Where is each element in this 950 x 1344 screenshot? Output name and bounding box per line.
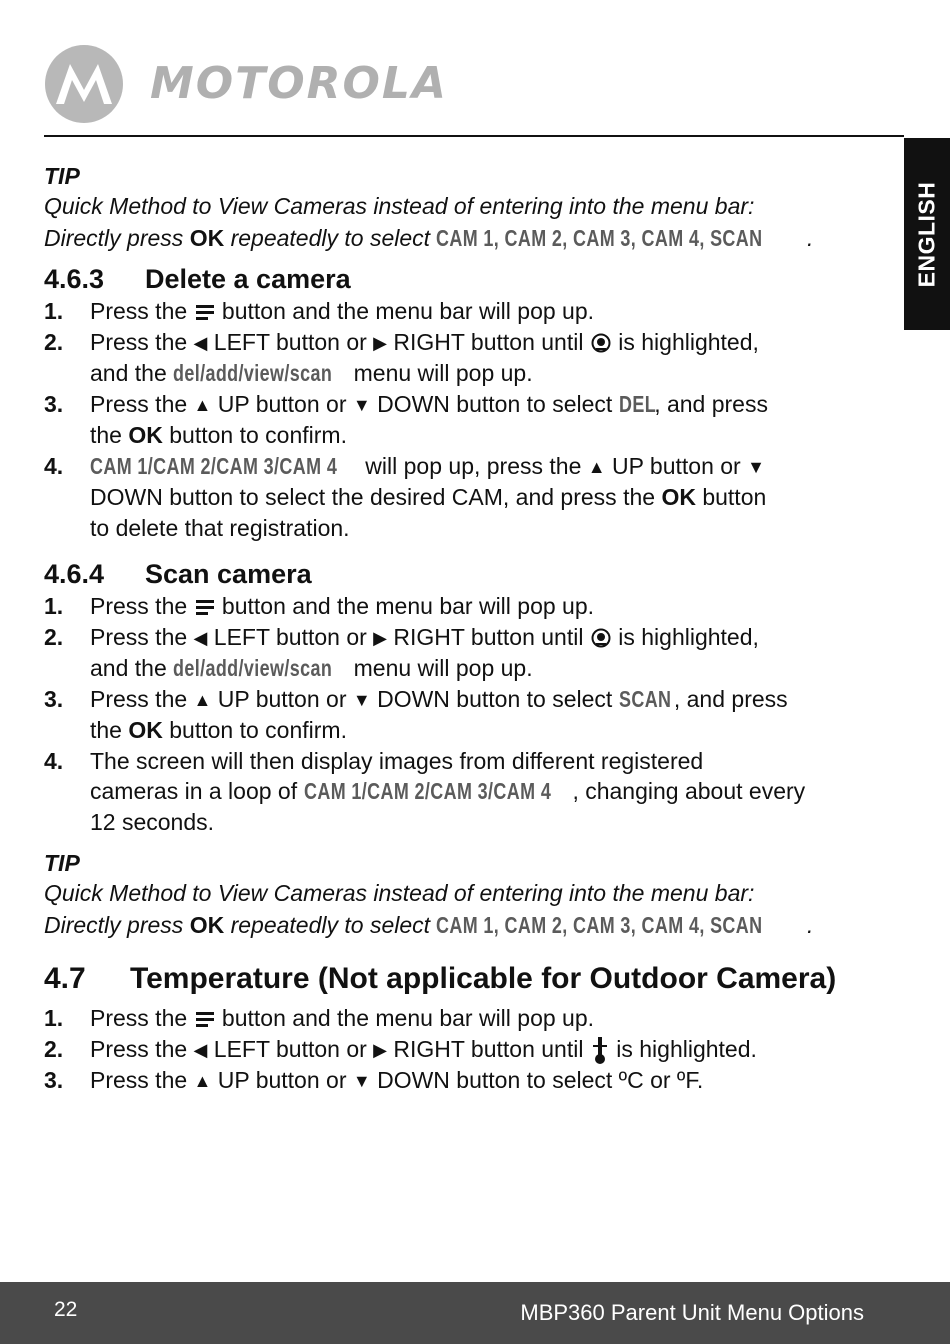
display-text: CAM 1, CAM 2, CAM 3, CAM 4, SCAN — [436, 225, 763, 251]
right-arrow-icon: ▶ — [373, 332, 388, 353]
page-footer — [0, 1282, 950, 1344]
up-arrow-icon: ▲ — [193, 1071, 212, 1092]
up-arrow-icon: ▲ — [193, 394, 212, 415]
down-arrow-icon: ▼ — [352, 689, 371, 710]
tip-line: Quick Method to View Cameras instead of entering into the menu bar: — [44, 193, 755, 219]
ok-label: OK — [128, 717, 163, 743]
ok-label: OK — [128, 422, 163, 448]
tip-line: Directly press OK repeatedly to select CAM 1, CAM 2, CAM 3, CAM 4, SCAN . — [44, 222, 894, 254]
language-tab — [904, 138, 950, 330]
display-text: SCAN — [618, 685, 672, 712]
steps-list — [44, 296, 894, 543]
list-item: 3. Press the ▲ UP button or ▼ DOWN button to select ºC or ºF. — [44, 1067, 704, 1094]
list-item: 4. The screen will then display images from different registered cameras in a loop of CAM 1/CAM 2/CAM 3/CAM 4 , changing about every 12 seconds. — [44, 747, 806, 835]
page-number: 22 — [54, 1298, 78, 1321]
section-heading: 4.7 Temperature (Not applicable for Outdoor Camera) — [44, 962, 837, 995]
display-text: CAM 1/CAM 2/CAM 3/CAM 4 — [90, 452, 338, 479]
header-divider — [44, 135, 904, 137]
brand-wordmark: MOTOROLA — [150, 58, 448, 109]
display-text: CAM 1/CAM 2/CAM 3/CAM 4 — [303, 778, 551, 804]
ok-label: OK — [189, 225, 225, 251]
thermometer-icon — [590, 1035, 610, 1065]
up-arrow-icon: ▲ — [193, 689, 212, 710]
menu-icon — [194, 303, 216, 323]
display-text: del/add/view/scan — [173, 655, 333, 681]
steps-list — [44, 1003, 894, 1097]
ok-label: OK — [661, 484, 696, 510]
list-item: 1. Press the button and the menu bar will pop up. — [44, 1005, 595, 1031]
list-item: 1. Press the button and the menu bar will pop up. — [44, 593, 595, 619]
list-item: 2. Press the ◀ LEFT button or ▶ RIGHT button until is highlighted, and the del/add/view/scan menu will pop up. — [44, 622, 894, 684]
tip-title: TIP — [44, 850, 80, 876]
left-arrow-icon: ◀ — [193, 1039, 208, 1060]
tip-box — [44, 162, 894, 254]
camera-settings-icon — [590, 332, 612, 354]
motorola-batwing-logo-icon — [44, 44, 124, 124]
display-text: CAM 1, CAM 2, CAM 3, CAM 4, SCAN — [436, 912, 763, 938]
menu-icon — [194, 1010, 216, 1030]
list-item: 2. Press the ◀ LEFT button or ▶ RIGHT button until is highlighted. — [44, 1034, 894, 1066]
right-arrow-icon: ▶ — [373, 627, 388, 648]
tip-box — [44, 849, 894, 941]
tip-line: Quick Method to View Cameras instead of entering into the menu bar: — [44, 880, 755, 906]
list-item: 1. Press the button and the menu bar will pop up. — [44, 298, 595, 324]
header — [44, 44, 484, 128]
list-item: 3. Press the ▲ UP button or ▼ DOWN button to select DEL, and press the OK button to confirm. — [44, 390, 768, 448]
steps-list — [44, 591, 894, 837]
list-item: 4. CAM 1/CAM 2/CAM 3/CAM 4 will pop up, press the ▲ UP button or ▼ DOWN button to select the desired CAM, and press the OK button to delete that registration. — [44, 452, 767, 541]
ok-label: OK — [189, 912, 225, 938]
footer-title: MBP360 Parent Unit Menu Options — [520, 1300, 864, 1325]
left-arrow-icon: ◀ — [193, 332, 208, 353]
down-arrow-icon: ▼ — [352, 394, 371, 415]
down-arrow-icon: ▼ — [352, 1071, 371, 1092]
language-label: ENGLISH — [913, 181, 940, 287]
menu-icon — [194, 598, 216, 618]
down-arrow-icon: ▼ — [747, 456, 765, 477]
list-item: 2. Press the ◀ LEFT button or ▶ RIGHT button until is highlighted, and the del/add/view/scan menu will pop up. — [44, 327, 894, 389]
section-heading: 4.6.3 Delete a camera — [44, 264, 351, 294]
up-arrow-icon: ▲ — [587, 456, 606, 477]
camera-settings-icon — [590, 627, 612, 649]
tip-line: Directly press OK repeatedly to select CAM 1, CAM 2, CAM 3, CAM 4, SCAN . — [44, 909, 894, 941]
section-heading: 4.6.4 Scan camera — [44, 559, 312, 589]
left-arrow-icon: ◀ — [193, 627, 208, 648]
right-arrow-icon: ▶ — [373, 1039, 388, 1060]
list-item: 3. Press the ▲ UP button or ▼ DOWN button to select SCAN , and press the OK button to confirm. — [44, 685, 788, 743]
display-text: DEL — [618, 390, 656, 417]
page-content — [44, 162, 894, 1097]
tip-title: TIP — [44, 163, 80, 189]
display-text: del/add/view/scan — [173, 360, 333, 386]
